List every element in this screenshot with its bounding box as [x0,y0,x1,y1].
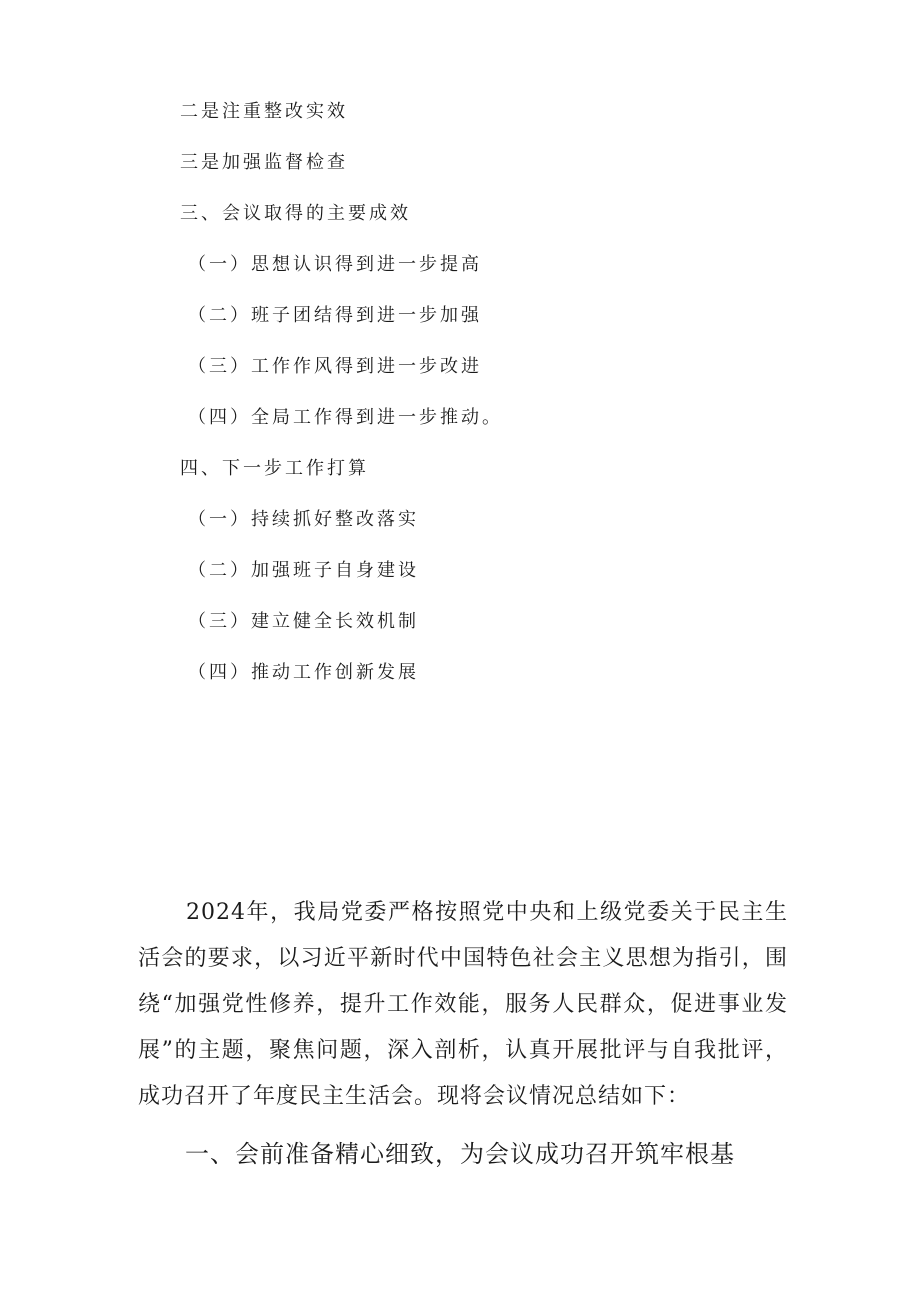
outline-subitem: （三）建立健全长效机制 [188,611,419,632]
section-heading: 一、会前准备精心细致，为会议成功召开筑牢根基 [185,1140,735,1168]
outline-heading: 三、会议取得的主要成效 [180,203,411,224]
outline-subitem: （一）持续抓好整改落实 [188,509,419,530]
outline-subitem: （二）班子团结得到进一步加强 [188,305,482,326]
outline-item: 二是注重整改实效 [180,101,348,122]
intro-paragraph: 2024年，我局党委严格按照党中央和上级党委关于民主生活会的要求，以习近平新时代中国特色社会主义思想为指引，围绕“加强党性修养，提升工作效能，服务人民群众，促进事业发展”的主题，聚焦问题，深入剖析，认真开展批评与自我批评，成功召开了年度民主生活会。现将会议情况总结如下： [138,900,788,1109]
outline-subitem: （二）加强班子自身建设 [188,560,419,581]
outline-subitem: （四）推动工作创新发展 [188,662,419,683]
outline-item: 三是加强监督检查 [180,152,348,173]
outline-subitem: （一）思想认识得到进一步提高 [188,254,482,275]
outline-subitem: （三）工作作风得到进一步改进 [188,356,482,377]
outline-subitem: （四）全局工作得到进一步推动。 [188,407,503,428]
outline-heading: 四、下一步工作打算 [180,458,369,479]
